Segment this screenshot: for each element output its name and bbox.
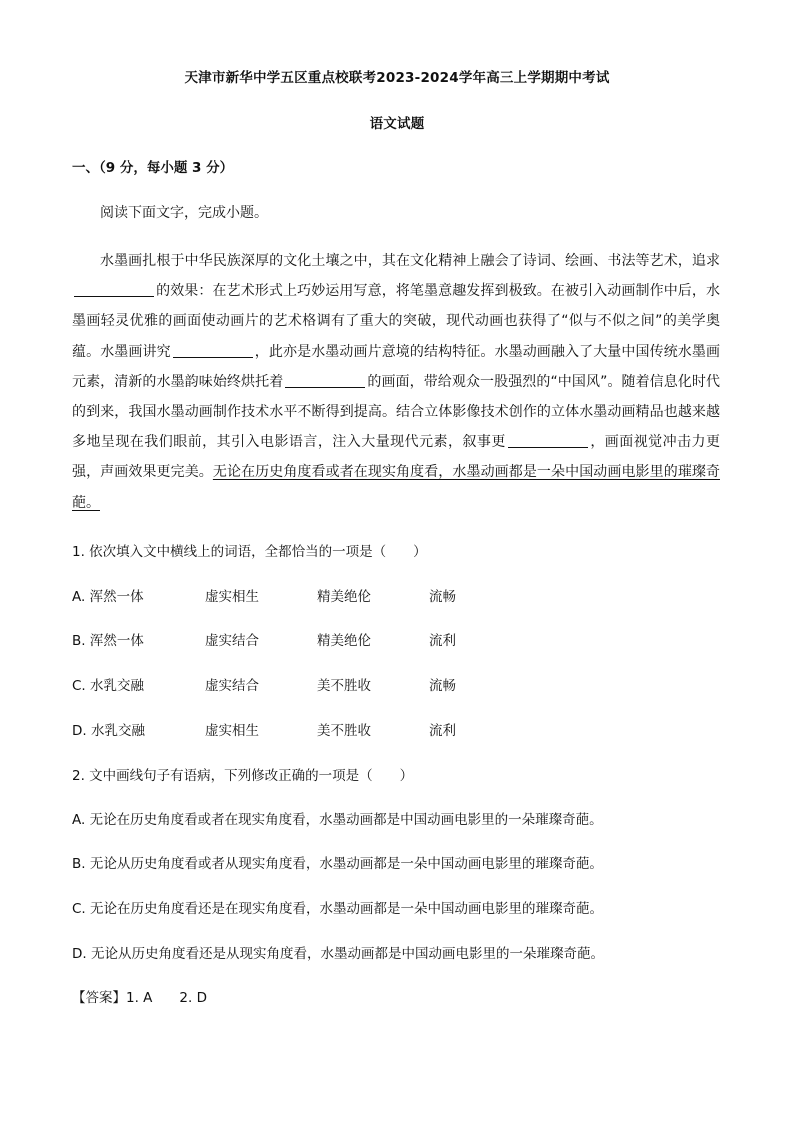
passage-text-2: 的效果：在艺术形式上巧妙运用写意，将笔墨意趣发挥到极致。在被引入动画制作中后，水墨画轻灵优雅的画面使动画片的艺术格调有了重大的突破，现代动画也获得了“似与不似之间”的美学奥蕴。水墨画讲究 xyxy=(72,283,720,360)
answer-text: 1. A 2. D xyxy=(126,990,207,1006)
answer-line xyxy=(72,986,207,1006)
fill-blank-1 xyxy=(74,280,154,297)
subject-title: 语文试题 xyxy=(369,116,425,132)
fill-blank-3 xyxy=(285,371,365,388)
passage-text-1: 水墨画扎根于中华民族深厚的文化土壤之中，其在文化精神上融会了诗词、绘画、书法等艺术，追求 xyxy=(100,253,720,269)
fill-blank-4 xyxy=(508,431,588,448)
passage-text-5: ，画面视觉冲击力更强，声画效果更完美。 xyxy=(72,434,721,481)
exam-title: 天津市新华中学五区重点校联考2023-2024学年高三上学期期中考试 xyxy=(184,70,610,86)
reading-instruction: 阅读下面文字，完成小题。 xyxy=(100,205,268,221)
exam-page: 天津市新华中学五区重点校联考2023-2024学年高三上学期期中考试 语文试题 一、（9 分，每小题 3 分） 阅读下面文字，完成小题。 水墨画扎根于中华民族深厚的文化土壤之中，其在文化精神上融会了诗词、绘画、书法等艺术，追求的效果：在艺术形式上巧妙运用写意，将笔墨意趣发挥到极致。在被引入动画制作中后，水墨画轻灵优雅的画面使动画片的艺术格调有了重大的突破，现代动画也获得了“似与不似之间”的美学奥蕴。水墨画讲究 ，此亦是水墨动画片意境的结构特征。水墨动画融入了大量中国传统水墨画元素，清新的水墨韵味始终烘托着 的画面，带给观众一股强烈的“中国风”。随着信息化时代的到来，我国水墨动画制作技术水平不断得到提高。结合立体影像技术创作的立体水墨动画精品也越来越多地呈现在我们眼前，其引入电影语言，注入大量现代元素，叙事更 ，画面视觉冲击力更强，声画效果更完美。无论在历史角度看或者在现实角度看，水墨动画都是一朵中国动画电影里的璀璨奇葩。 1. 依次填入文中横线上的词语，全都恰当的一项是（ ） A. 浑然一体 虚实相生 精美绝伦 流畅 B. 浑然一体 虚实结合 精美绝伦 流利 C. 水乳交融 虚实结合 美不胜收 流畅 D. 水乳交融 虚实相生 美不胜收 流利 2. 文中画线句子有语病，下列修改正确的一项是（ ） A. 无论在历史角度看或者在现实角度看，水墨动画都是中国动画电影里的一朵璀璨奇葩。 B. 无论从历史角度看或者从现实角度看，水墨动画都是一朵中国动画电影里的璀璨奇葩。 C. 无论在历史角度看还是在现实角度看，水墨动画都是一朵中国动画电影里的璀璨奇葩。 D. 无论从历史角度看还是从现实角度看，水墨动画都是中国动画电影里的一朵璀璨奇葩。 【答案】1. A 2. D xyxy=(0,0,794,1123)
question-2-option-b: B. 无论从历史角度看或者从现实角度看，水墨动画都是一朵中国动画电影里的璀璨奇葩。 xyxy=(72,856,603,872)
fill-blank-2 xyxy=(173,341,253,358)
answer-tag: 【答案】 xyxy=(72,990,126,1006)
section-heading: 一、（9 分，每小题 3 分） xyxy=(72,160,234,176)
question-2-stem: 2. 文中画线句子有语病，下列修改正确的一项是（ ） xyxy=(72,768,414,784)
question-2-option-a: A. 无论在历史角度看或者在现实角度看，水墨动画都是中国动画电影里的一朵璀璨奇葩。 xyxy=(72,812,603,828)
question-1-stem: 1. 依次填入文中横线上的词语，全都恰当的一项是（ ） xyxy=(72,544,427,560)
passage-text-4: 的画面，带给观众一股强烈的“中国风”。随着信息化时代的到来，我国水墨动画制作技术水平不断得到提高。结合立体影像技术创作的立体水墨动画精品也越来越多地呈现在我们眼前，其引入电影语言，注入大量现代元素，叙事更 xyxy=(72,373,720,451)
underlined-sentence: 无论在历史角度看或者在现实角度看，水墨动画都是一朵中国动画电影里的璀璨奇葩。 xyxy=(72,464,720,511)
question-2-option-c: C. 无论在历史角度看还是在现实角度看，水墨动画都是一朵中国动画电影里的璀璨奇葩。 xyxy=(72,901,604,917)
question-2-option-d: D. 无论从历史角度看还是从现实角度看，水墨动画都是中国动画电影里的一朵璀璨奇葩。 xyxy=(72,946,604,962)
reading-passage xyxy=(72,246,720,518)
passage-text-3: ，此亦是水墨动画片意境的结构特征。水墨动画融入了大量中国传统水墨画元素，清新的水墨韵味始终烘托着 xyxy=(72,343,721,390)
